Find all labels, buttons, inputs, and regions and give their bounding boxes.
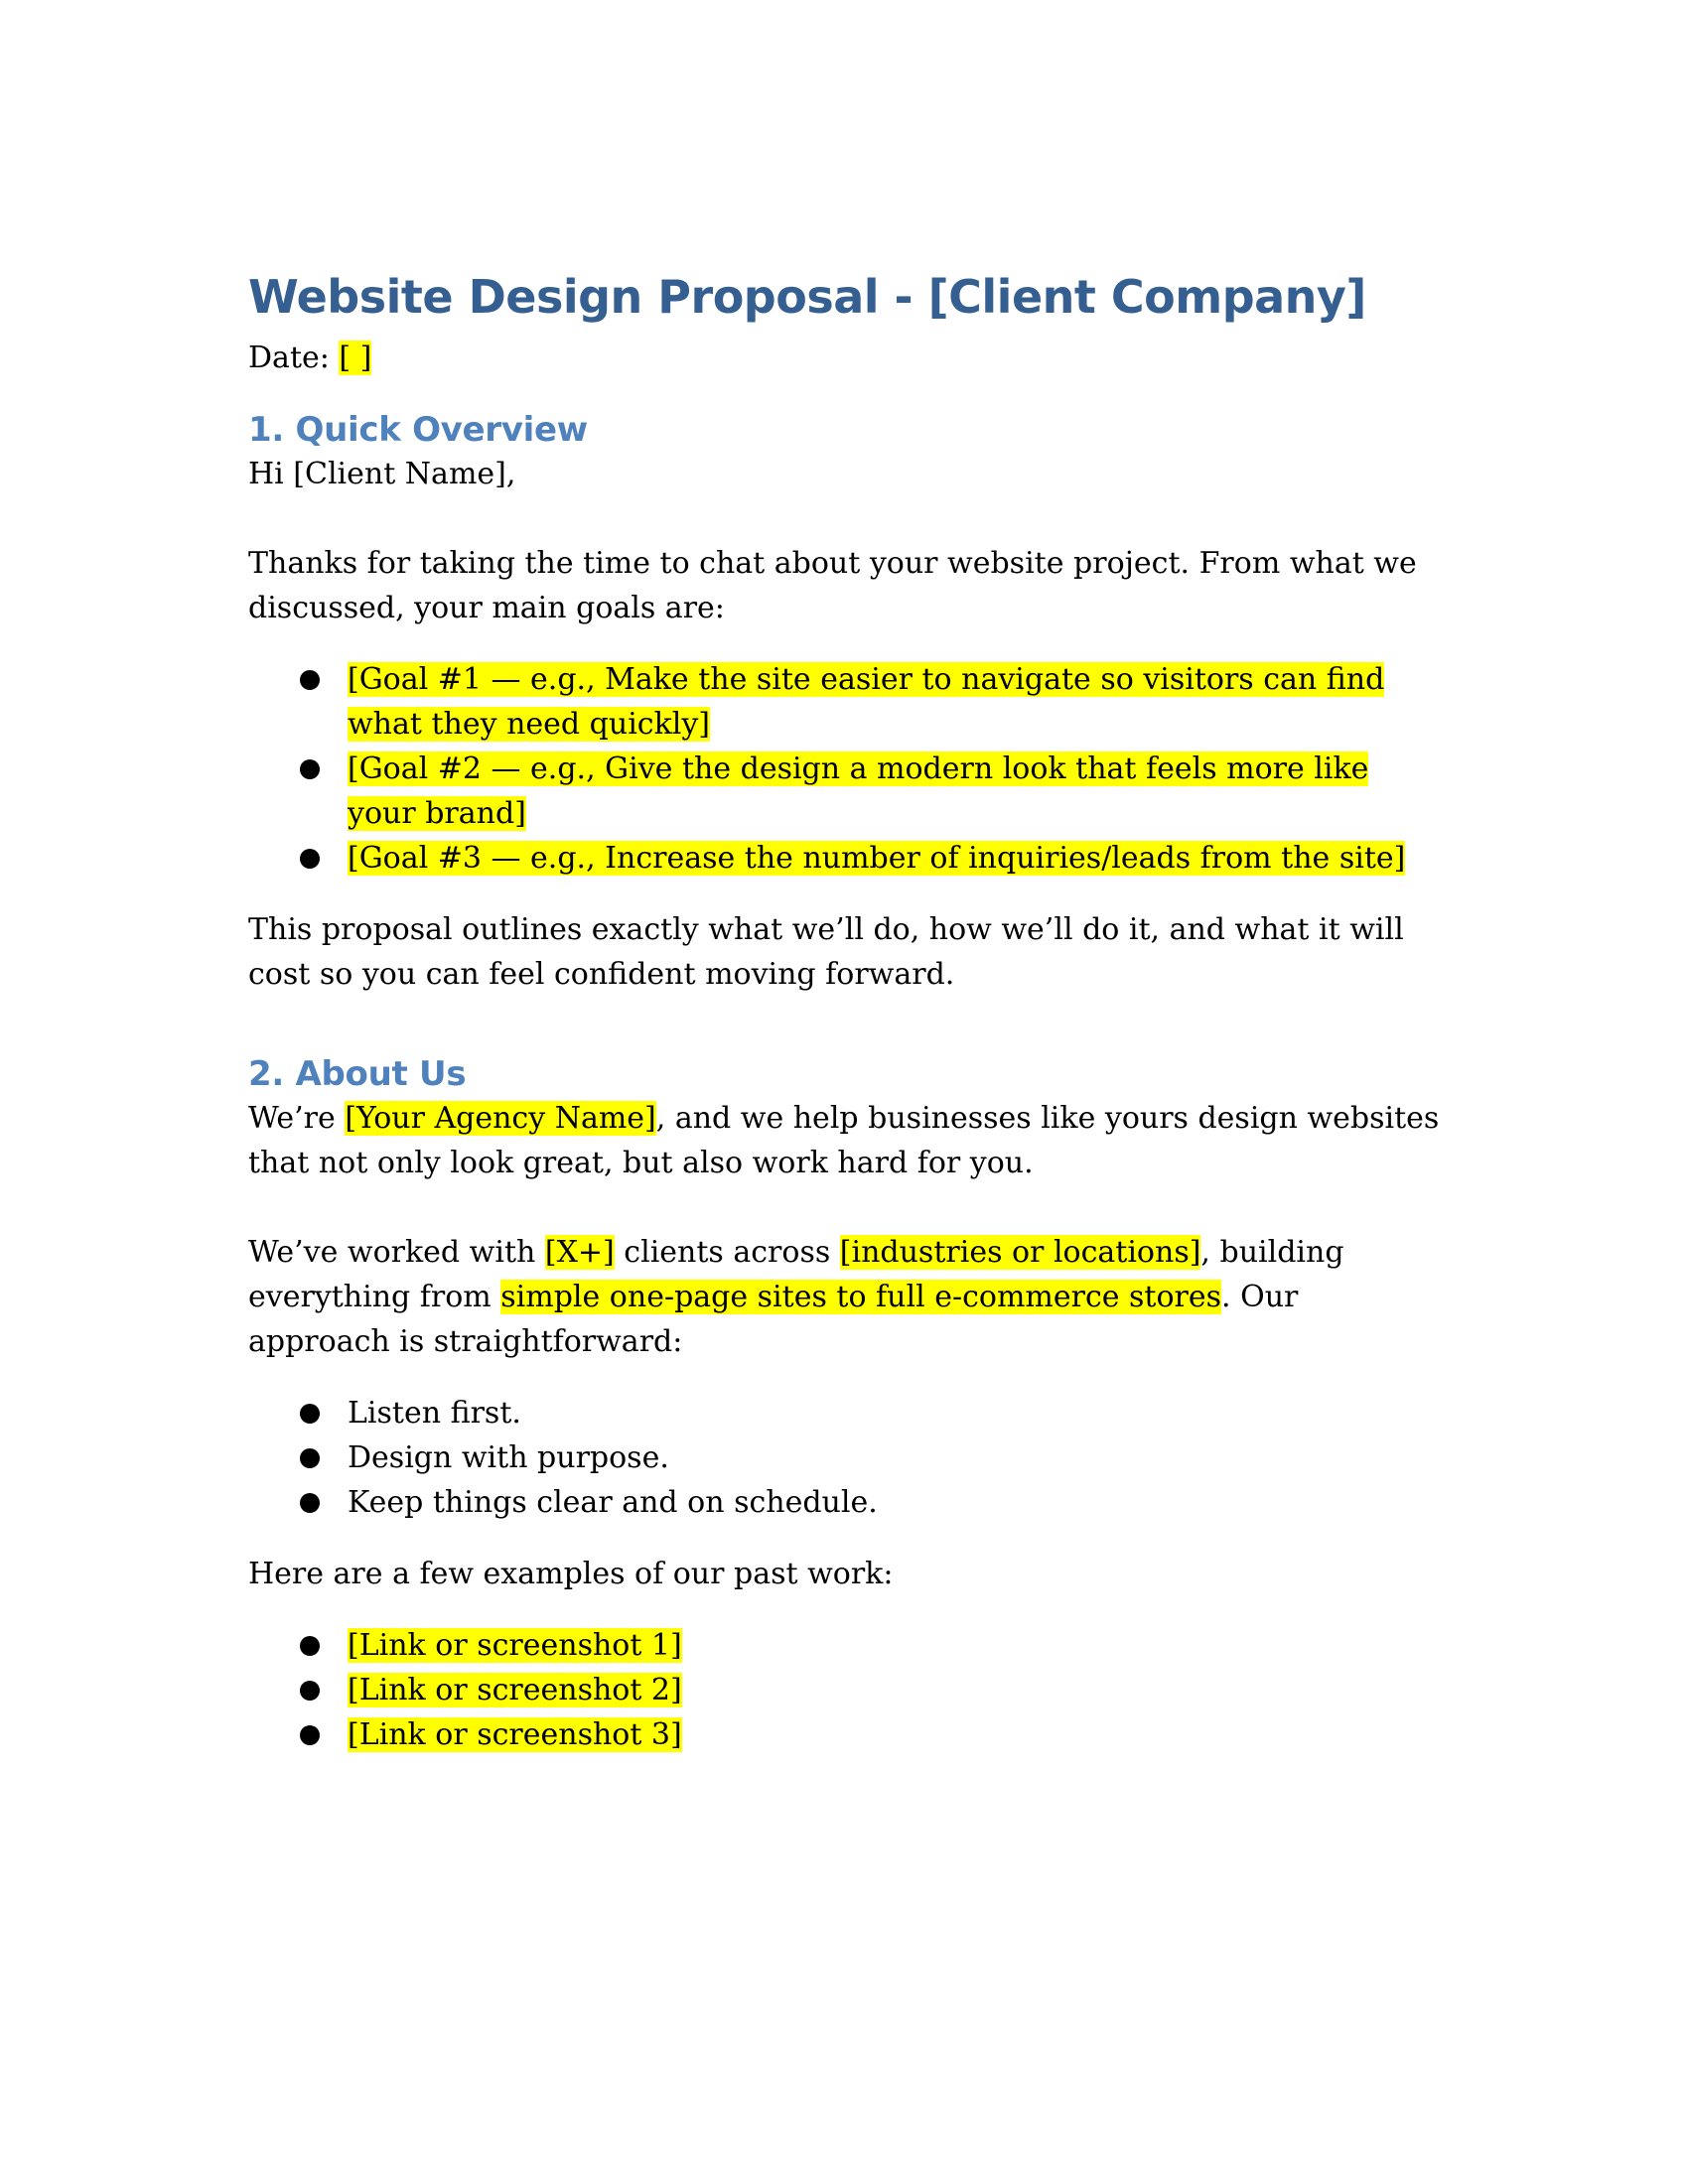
text-run: We’re: [248, 1101, 346, 1136]
text-run: , and we help businesses like yours design websites that not only look great, but also work hard for you.: [248, 1101, 1440, 1180]
client-count-placeholder: [X+]: [544, 1235, 615, 1270]
bullet-icon: [300, 1636, 320, 1656]
overview-intro: Thanks for taking the time to chat about your website project. From what we discussed, your main goals are:: [248, 546, 1417, 625]
agency-name-placeholder: [Your Agency Name]: [345, 1101, 656, 1136]
document-title: Website Design Proposal - [Client Company]: [248, 270, 1366, 324]
list-item: [248, 1391, 1440, 1435]
overview-closing: This proposal outlines exactly what we’ll do, how we’ll do it, and what it will cost so you can feel confident moving forward.: [248, 912, 1404, 992]
site-range-placeholder: simple one-page sites to full e-commerce stores: [500, 1280, 1222, 1314]
goal-text: [Goal #3 — e.g., Increase the number of inquiries/leads from the site]: [348, 841, 1406, 876]
bullet-icon: [300, 1681, 320, 1701]
examples-intro: Here are a few examples of our past work:: [248, 1557, 894, 1591]
text-run: clients across: [614, 1235, 840, 1270]
example-placeholder: [Link or screenshot 3]: [348, 1717, 682, 1752]
date-line: [248, 336, 1440, 380]
document-page: [248, 266, 1440, 1784]
list-item: [248, 836, 1440, 881]
about-paragraph-2: [248, 1230, 1440, 1364]
bullet-icon: [300, 759, 320, 779]
bullet-icon: [300, 1725, 320, 1745]
list-item: [248, 747, 1440, 836]
date-label: Date:: [248, 341, 340, 375]
approach-text: Keep things clear and on schedule.: [348, 1485, 878, 1520]
list-item: [248, 657, 1440, 747]
goal-text: [Goal #2 — e.g., Give the design a modern look that feels more like your brand]: [348, 751, 1369, 831]
list-item: [248, 1668, 1440, 1712]
list-item: [248, 1480, 1440, 1525]
bullet-icon: [300, 1404, 320, 1424]
text-run: We’ve worked with: [248, 1235, 545, 1270]
list-item: [248, 1623, 1440, 1668]
list-item: [248, 1712, 1440, 1757]
industries-placeholder: [industries or locations]: [839, 1235, 1201, 1270]
bullet-icon: [300, 849, 320, 869]
bullet-icon: [300, 1493, 320, 1513]
list-item: [248, 1435, 1440, 1480]
greeting: Hi [Client Name],: [248, 457, 516, 491]
goal-text: [Goal #1 — e.g., Make the site easier to navigate so visitors can find what they need quickly]: [348, 662, 1385, 742]
section-heading-overview: 1. Quick Overview: [248, 410, 588, 450]
bullet-icon: [300, 670, 320, 690]
text-run: , building everything from: [248, 1235, 1344, 1314]
about-paragraph-1: [248, 1096, 1440, 1185]
goals-list: [248, 657, 1440, 881]
approach-text: Design with purpose.: [348, 1440, 669, 1475]
approach-text: Listen first.: [348, 1396, 521, 1431]
examples-list: [248, 1623, 1440, 1757]
text-run: . Our approach is straightforward:: [248, 1280, 1299, 1359]
bullet-icon: [300, 1448, 320, 1468]
example-placeholder: [Link or screenshot 2]: [348, 1673, 682, 1707]
date-placeholder: [ ]: [339, 341, 372, 375]
example-placeholder: [Link or screenshot 1]: [348, 1628, 682, 1663]
section-heading-about: 2. About Us: [248, 1054, 467, 1094]
approach-list: [248, 1391, 1440, 1525]
